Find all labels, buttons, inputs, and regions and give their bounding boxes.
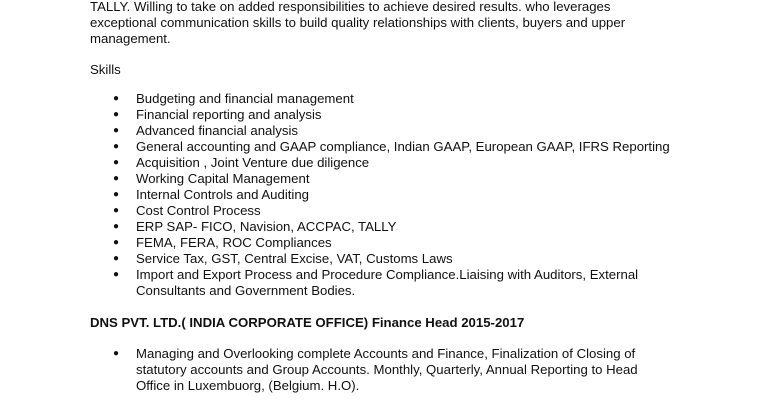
bullet-icon: ● — [113, 348, 120, 359]
bullet-icon: ● — [113, 189, 120, 200]
bullet-icon: ● — [113, 109, 120, 120]
job-heading: DNS PVT. LTD.( INDIA CORPORATE OFFICE) Finance Head 2015-2017 — [90, 315, 525, 330]
skill-text: FEMA, FERA, ROC Compliances — [136, 235, 332, 250]
intro-line-2: exceptional communication skills to build quality relationships with clients, buyers and upper — [90, 15, 626, 30]
responsibility-text: statutory accounts and Group Accounts. Monthly, Quarterly, Annual Reporting to Head — [136, 362, 638, 377]
skill-text: Service Tax, GST, Central Excise, VAT, Customs Laws — [136, 251, 453, 266]
bullet-icon: ● — [113, 221, 120, 232]
skill-text: ERP SAP- FICO, Navision, ACCPAC, TALLY — [136, 219, 397, 234]
bullet-icon: ● — [113, 141, 120, 152]
bullet-icon: ● — [113, 125, 120, 136]
skill-text: Import and Export Process and Procedure Compliance.Liaising with Auditors, External — [136, 267, 639, 282]
skill-text: General accounting and GAAP compliance, Indian GAAP, European GAAP, IFRS Reporting — [136, 139, 670, 154]
bullet-icon: ● — [113, 253, 120, 264]
intro-line-3: management. — [90, 31, 171, 46]
skill-text: Acquisition , Joint Venture due diligence — [136, 155, 370, 170]
intro-line-1: TALLY. Willing to take on added responsibilities to achieve desired results. who leverages — [90, 0, 611, 14]
responsibility-text: Managing and Overlooking complete Accounts and Finance, Finalization of Closing of — [136, 346, 636, 361]
bullet-icon: ● — [113, 93, 120, 104]
bullet-icon: ● — [113, 269, 120, 280]
bullet-icon: ● — [113, 157, 120, 168]
bullet-icon: ● — [113, 237, 120, 248]
skill-text: Consultants and Government Bodies. — [136, 283, 356, 298]
skill-text: Budgeting and financial management — [136, 91, 354, 106]
bullet-icon: ● — [113, 173, 120, 184]
skill-text: Internal Controls and Auditing — [136, 187, 310, 202]
skill-text: Financial reporting and analysis — [136, 107, 322, 122]
skills-heading: Skills — [90, 62, 121, 77]
responsibility-text: Office in Luxembuorg, (Belgium. H.O). — [136, 378, 360, 393]
skill-text: Cost Control Process — [136, 203, 261, 218]
skill-text: Advanced financial analysis — [136, 123, 299, 138]
bullet-icon: ● — [113, 205, 120, 216]
skill-text: Working Capital Management — [136, 171, 310, 186]
